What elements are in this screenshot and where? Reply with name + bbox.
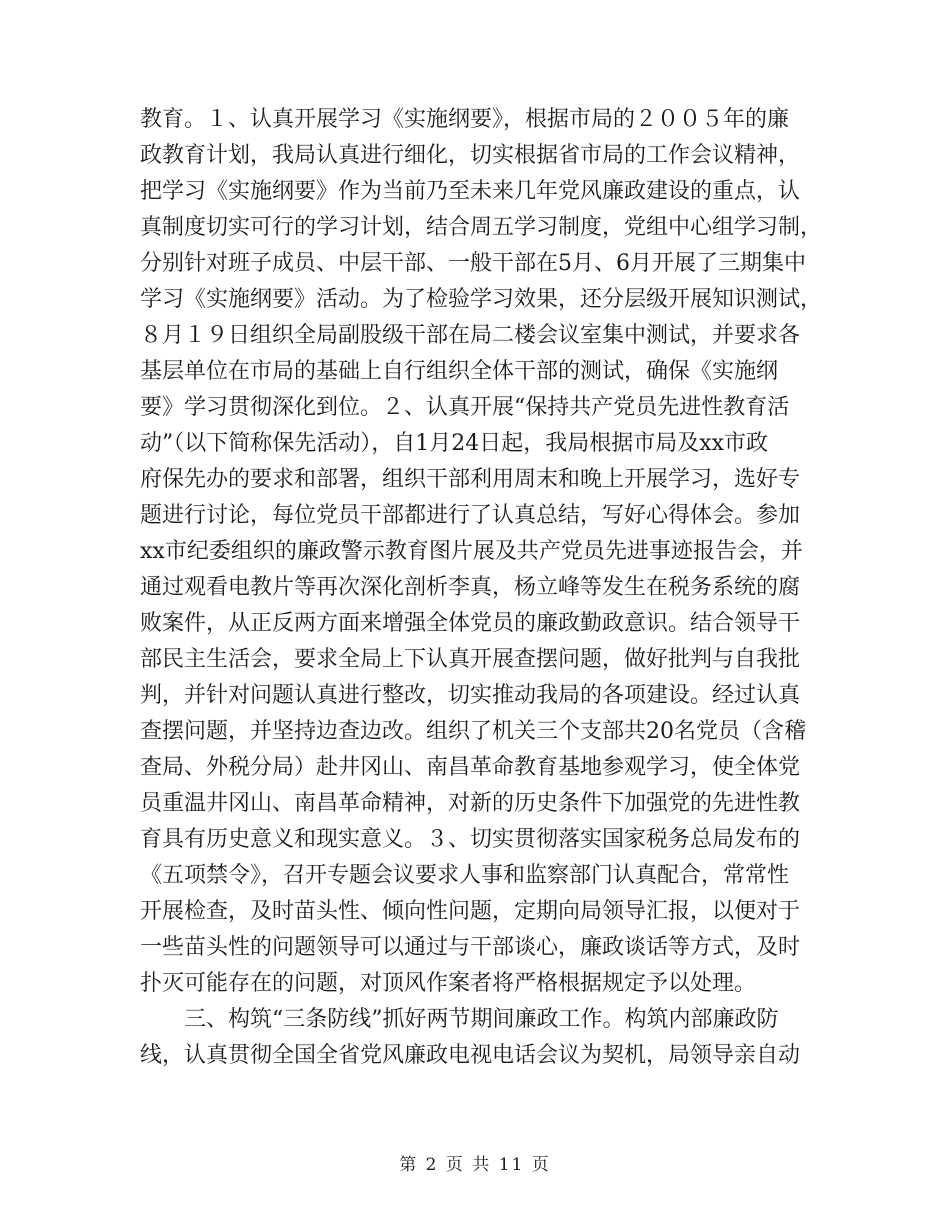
text-line: 查摆问题，并坚持边查边改。组织了机关三个支部共20名党员（含稽 xyxy=(140,719,806,744)
text-line: 员重温井冈山、南昌革命精神，对新的历史条件下加强党的先进性教 xyxy=(140,791,801,816)
text-line: ８月１９日组织全局副股级干部在局二楼会议室集中测试，并要求各 xyxy=(140,323,801,348)
text-line: 判，并针对问题认真进行整改，切实推动我局的各项建设。经过认真 xyxy=(140,683,801,708)
text-line: 基层单位在市局的基础上自行组织全体干部的测试，确保《实施纲 xyxy=(140,359,779,384)
text-line: 要》学习贯彻深化到位。２、认真开展“保持共产党员先进性教育活 xyxy=(140,395,790,420)
page-number-footer: 第 2 页 共 11 页 xyxy=(399,1155,551,1175)
text-line: 败案件，从正反两方面来增强全体党员的廉政勤政意识。结合领导干 xyxy=(140,611,801,636)
text-line: 政教育计划，我局认真进行细化，切实根据省市局的工作会议精神， xyxy=(140,143,801,168)
text-line: 动”（以下简称保先活动），自1月24日起，我局根据市局及xx市政 xyxy=(140,431,769,456)
text-line: 学习《实施纲要》活动。为了检验学习效果，还分层级开展知识测试， xyxy=(140,287,823,312)
text-line: 府保先办的要求和部署，组织干部利用周末和晚上开展学习，选好专 xyxy=(140,467,801,492)
text-line: 扑灭可能存在的问题，对顶风作案者将严格根据规定予以处理。 xyxy=(140,971,757,996)
text-line: 《五项禁令》，召开专题会议要求人事和监察部门认真配合，常常性 xyxy=(140,863,790,888)
text-line: 分别针对班子成员、中层干部、一般干部在5月、6月开展了三期集中 xyxy=(140,251,806,276)
text-line: 线，认真贯彻全国全省党风廉政电视电话会议为契机，局领导亲自动 xyxy=(140,1043,801,1068)
text-line: 三、构筑“三条防线”抓好两节期间廉政工作。构筑内部廉政防 xyxy=(140,1007,779,1032)
text-line: 把学习《实施纲要》作为当前乃至未来几年党风廉政建设的重点，认 xyxy=(140,179,801,204)
text-line: 查局、外税分局）赴井冈山、南昌革命教育基地参观学习，使全体党 xyxy=(140,755,801,780)
body-text xyxy=(140,102,823,1074)
text-line: 一些苗头性的问题领导可以通过与干部谈心，廉政谈话等方式，及时 xyxy=(140,935,801,960)
text-line: 开展检查，及时苗头性、倾向性问题，定期向局领导汇报，以便对于 xyxy=(140,899,801,924)
text-line: 育具有历史意义和现实意义。３、切实贯彻落实国家税务总局发布的 xyxy=(140,827,801,852)
text-line: 教育。１、认真开展学习《实施纲要》，根据市局的２００５年的廉 xyxy=(140,107,790,132)
text-line: 题进行讨论，每位党员干部都进行了认真总结，写好心得体会。参加 xyxy=(140,503,801,528)
text-line: xx市纪委组织的廉政警示教育图片展及共产党员先进事迹报告会，并 xyxy=(140,539,803,564)
text-line: 部民主生活会，要求全局上下认真开展查摆问题，做好批判与自我批 xyxy=(140,647,801,672)
text-line: 通过观看电教片等再次深化剖析李真，杨立峰等发生在税务系统的腐 xyxy=(140,575,801,600)
text-line: 真制度切实可行的学习计划，结合周五学习制度，党组中心组学习制， xyxy=(140,215,823,240)
